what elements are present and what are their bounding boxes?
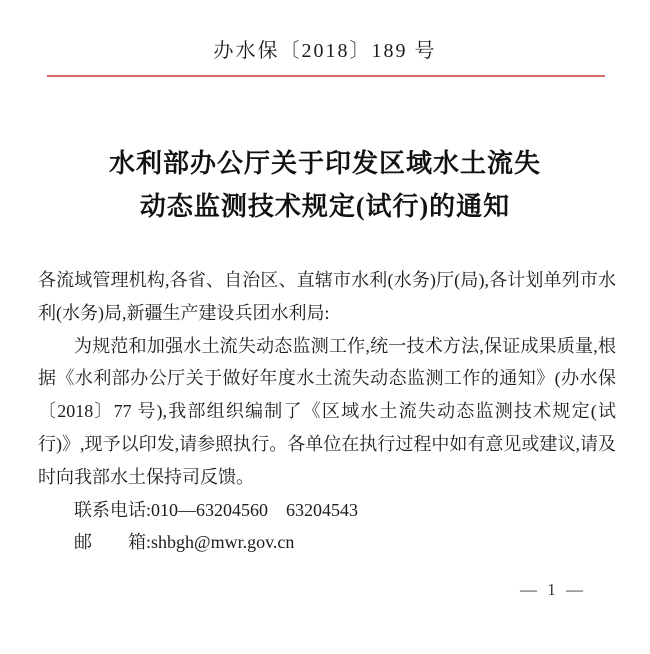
red-divider-line	[47, 75, 605, 77]
salutation-paragraph: 各流域管理机构,各省、自治区、直辖市水利(水务)厅(局),各计划单列市水利(水务)局,新疆生产建设兵团水利局:	[38, 270, 616, 323]
document-title-line1: 水利部办公厅关于印发区域水土流失	[108, 149, 541, 178]
document-body	[38, 264, 616, 559]
doc-number: 办水保〔2018〕189 号	[213, 40, 437, 62]
body-paragraph: 为规范和加强水土流失动态监测工作,统一技术方法,保证成果质量,根据《水利部办公厅关于做好年度水土流失动态监测工作的通知》(办水保〔2018〕77 号),我部组织编制了《区域水土流失动态监测技术规定(试行)》,现予以印发,请参照执行。各单位在执行过程中如有意见或建议,请及时向我部水土保持司反馈。	[38, 335, 616, 487]
contact-phone-line: 联系电话:010—63204560 63204543	[74, 499, 359, 520]
contact-email-line: 邮 箱:shbgh@mwr.gov.cn	[74, 532, 295, 553]
page-number: — 1 —	[520, 580, 586, 599]
document-title	[0, 142, 650, 228]
document-title-line2: 动态监测技术规定(试行)的通知	[139, 192, 511, 221]
